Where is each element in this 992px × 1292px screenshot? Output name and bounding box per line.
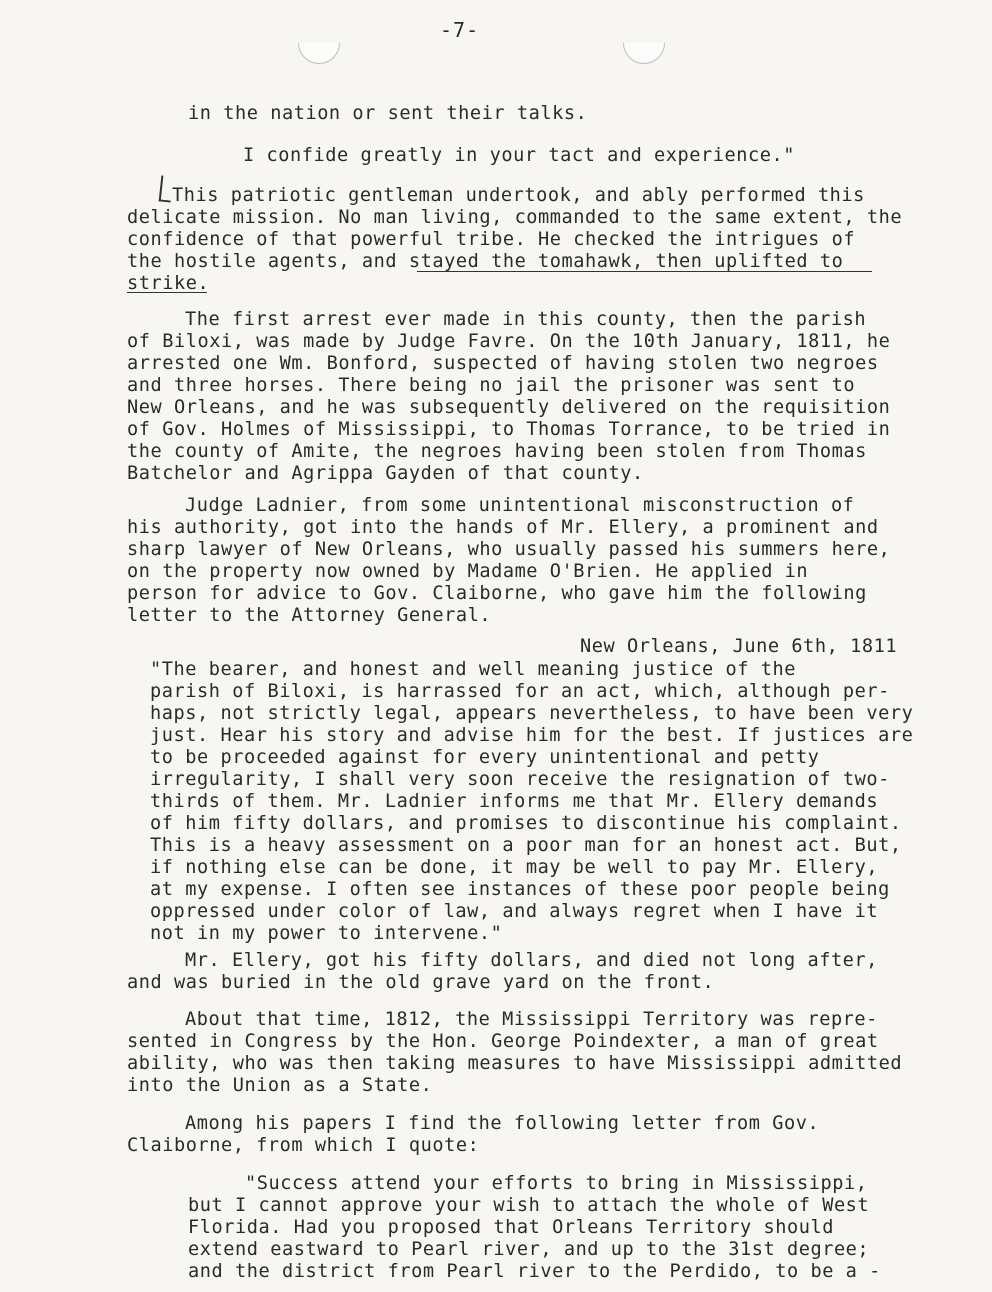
text-line: irregularity, I shall very soon receive the resignation of two- [150, 769, 890, 790]
text-line: the county of Amite, the negroes having been stolen from Thomas [127, 441, 867, 462]
text-line: of him fifty dollars, and promises to discontinue his complaint. [150, 813, 902, 834]
text-line: and the district from Pearl river to the Perdido, to be a - [188, 1261, 881, 1282]
punch-hole-left [298, 22, 340, 64]
underline-mark [417, 271, 872, 272]
text-line: confidence of that powerful tribe. He checked the intrigues of [127, 229, 856, 250]
text-line: just. Hear his story and advise him for the best. If justices are [150, 725, 914, 746]
text-line: on the property now owned by Madame O'Brien. He applied in [127, 561, 809, 582]
text-line: Among his papers I find the following letter from Gov. [185, 1113, 820, 1134]
text-line: thirds of them. Mr. Ladnier informs me that Mr. Ellery demands [150, 791, 879, 812]
text-line: extend eastward to Pearl river, and up to the 31st degree; [188, 1239, 870, 1260]
text-line: in the nation or sent their talks. [188, 103, 588, 124]
text-line: I confide greatly in your tact and experience." [243, 145, 795, 166]
text-line: into the Union as a State. [127, 1075, 433, 1096]
text-line: Batchelor and Agrippa Gayden of that county. [127, 463, 644, 484]
text-line: of Biloxi, was made by Judge Favre. On the 10th January, 1811, he [127, 331, 891, 352]
text-line: if nothing else can be done, it may be well to pay Mr. Ellery, [150, 857, 879, 878]
text-line: at my expense. I often see instances of these poor people being [150, 879, 890, 900]
text-line: not in my power to intervene." [150, 923, 503, 944]
page-number: -7- [440, 18, 480, 42]
text-line: This patriotic gentleman undertook, and ably performed this [172, 185, 865, 206]
text-line: his authority, got into the hands of Mr. Ellery, a prominent and [127, 517, 879, 538]
text-line: letter to the Attorney General. [127, 605, 492, 626]
letter-dateline: New Orleans, June 6th, 1811 [580, 636, 898, 657]
text-line: The first arrest ever made in this county, then the parish [185, 309, 867, 330]
punch-hole-right [623, 22, 665, 64]
text-line: New Orleans, and he was subsequently delivered on the requisition [127, 397, 891, 418]
text-line: ability, who was then taking measures to have Mississippi admitted [127, 1053, 903, 1074]
text-line: but I cannot approve your wish to attach the whole of West [188, 1195, 870, 1216]
text-line: parish of Biloxi, is harrassed for an act, which, although per- [150, 681, 890, 702]
text-line: "Success attend your efforts to bring in Mississippi, [245, 1173, 868, 1194]
text-line: the hostile agents, and stayed the tomahawk, then uplifted to [127, 251, 844, 272]
text-line: of Gov. Holmes of Mississippi, to Thomas Torrance, to be tried in [127, 419, 891, 440]
text-line: arrested one Wm. Bonford, suspected of having stolen two negroes [127, 353, 879, 374]
text-line: and was buried in the old grave yard on the front. [127, 972, 715, 993]
text-line: person for advice to Gov. Claiborne, who gave him the following [127, 583, 867, 604]
text-line: oppressed under color of law, and always regret when I have it [150, 901, 879, 922]
text-line: to be proceeded against for every unintentional and petty [150, 747, 820, 768]
text-line: haps, not strictly legal, appears nevertheless, to have been very [150, 703, 914, 724]
text-line: This is a heavy assessment on a poor man for an honest act. But, [150, 835, 902, 856]
text-line: Florida. Had you proposed that Orleans Territory should [188, 1217, 834, 1238]
text-line: "The bearer, and honest and well meaning justice of the [150, 659, 796, 680]
underline-mark [127, 292, 207, 293]
text-line: sented in Congress by the Hon. George Poindexter, a man of great [127, 1031, 879, 1052]
text-line: Mr. Ellery, got his fifty dollars, and died not long after, [185, 950, 878, 971]
text-line: strike. [127, 273, 210, 294]
text-line: delicate mission. No man living, commanded to the same extent, the [127, 207, 903, 228]
text-line: About that time, 1812, the Mississippi Territory was repre- [185, 1009, 878, 1030]
text-line: sharp lawyer of New Orleans, who usually passed his summers here, [127, 539, 891, 560]
text-line: and three horses. There being no jail the prisoner was sent to [127, 375, 856, 396]
text-line: Claiborne, from which I quote: [127, 1135, 480, 1156]
text-line: Judge Ladnier, from some unintentional misconstruction of [185, 495, 855, 516]
